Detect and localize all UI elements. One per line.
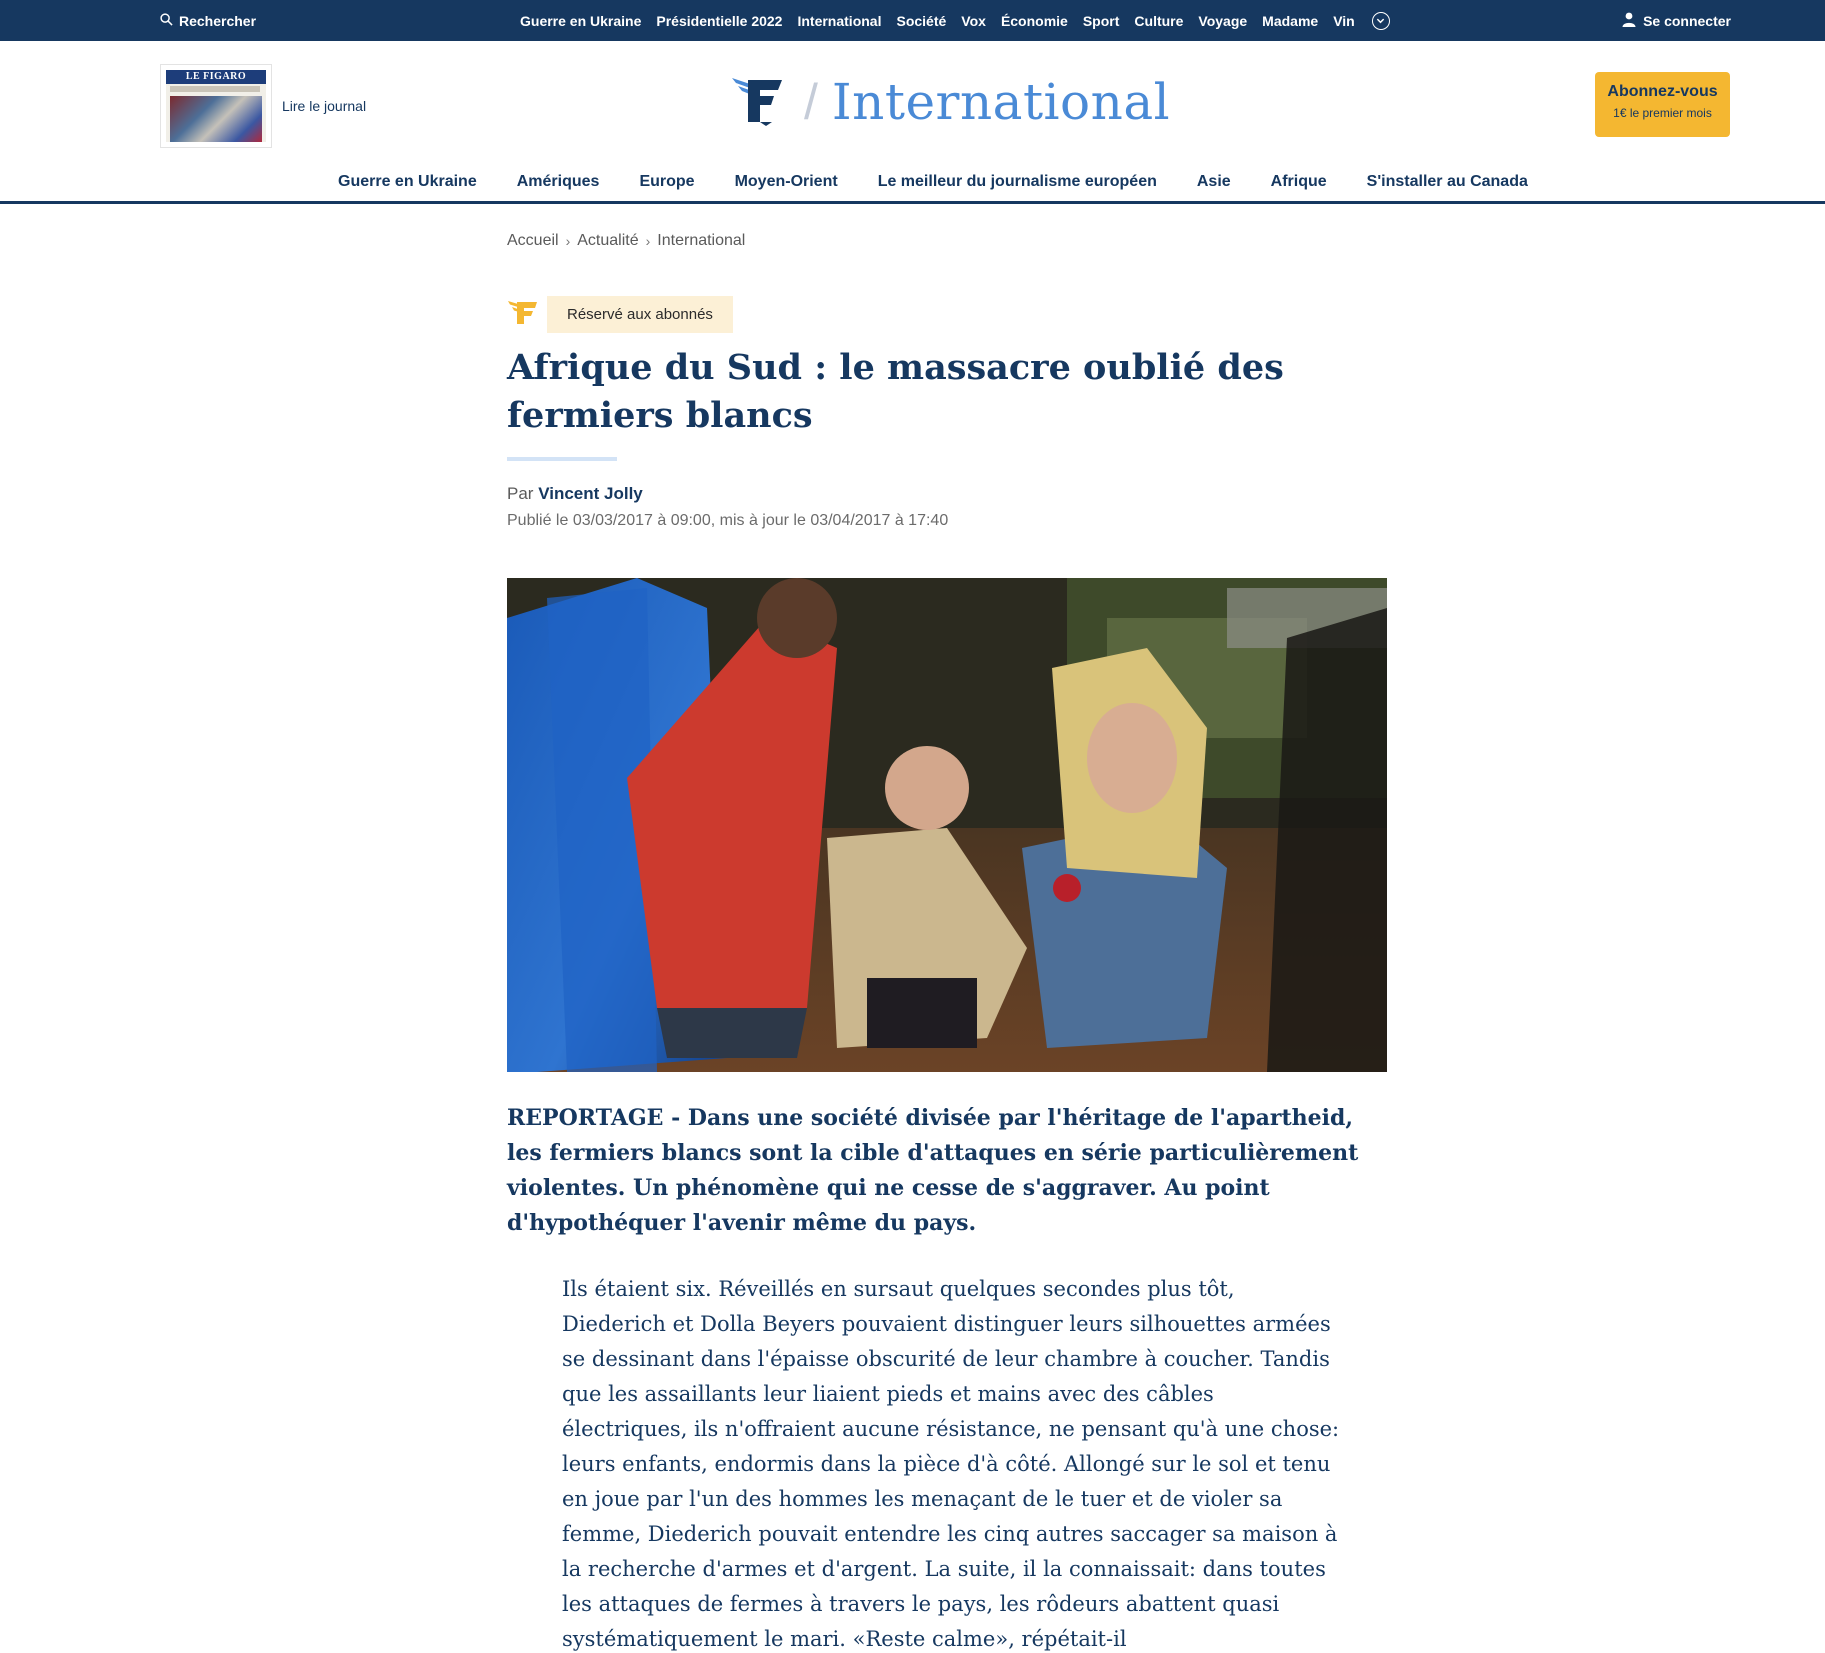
top-bar <box>0 0 1825 41</box>
top-nav-item[interactable]: Sport <box>1082 12 1120 29</box>
breadcrumb-home[interactable]: Accueil <box>507 232 559 249</box>
figaro-logo-icon <box>730 74 786 131</box>
byline <box>507 484 643 504</box>
top-nav-item[interactable]: Guerre en Ukraine <box>520 12 642 29</box>
breadcrumb-international[interactable]: International <box>657 232 746 249</box>
search-button[interactable] <box>160 0 256 41</box>
section-nav-item[interactable]: Amériques <box>516 173 600 190</box>
chevron-right-icon: › <box>645 233 651 249</box>
article-lead: REPORTAGE - Dans une société divisée par l'héritage de l'apartheid, les fermiers blancs sont la cible d'attaques en série particulièrement violentes. Un phénomène qui ne cesse de s'aggraver. Au point d'hypothéquer l'avenir même du pays. <box>507 1105 1359 1236</box>
top-nav-item[interactable]: Société <box>896 12 947 29</box>
article-body: Ils étaient six. Réveillés en sursaut quelques secondes plus tôt, Diederich et Dolla Beyers pouvaient distinguer leurs silhouettes armées se dessinant dans l'épaisse obscurité de leur chambre à coucher. Tandis que les assaillants leur liaient pieds et mains avec des câbles électriques, ils n'offraient aucune résistance, ne pensant qu'à une chose: leurs enfants, endormis dans la pièce d'à côté. Allongé sur le sol et tenu en joue par l'un des hommes les menaçant de le tuer et de violer sa femme, Diederich pouvait entendre les cinq autres saccager sa maison à la recherche d'armes et d'argent. La suite, il la connaissait: dans toutes les attaques de fermes à travers le pays, les rôdeurs abattent quasi systématiquement le mari. «Reste calme», répétait-il <box>562 1277 1340 1651</box>
chevron-down-icon[interactable] <box>1372 12 1390 30</box>
top-nav-item[interactable]: International <box>797 12 882 29</box>
site-header <box>0 41 1825 163</box>
premium-icon <box>507 298 547 331</box>
author-link[interactable]: Vincent Jolly <box>538 484 643 503</box>
top-nav-item[interactable]: Vin <box>1333 12 1355 29</box>
journal-label: Lire le journal <box>282 98 367 114</box>
title-divider <box>507 457 617 461</box>
read-journal-link[interactable] <box>160 64 366 148</box>
login-label: Se connecter <box>1643 12 1731 29</box>
section-nav-item[interactable]: S'installer au Canada <box>1366 173 1528 190</box>
byline-prefix: Par <box>507 484 534 503</box>
chevron-right-icon: › <box>565 233 571 249</box>
top-nav-item[interactable]: Vox <box>961 12 986 29</box>
top-nav-item[interactable]: Économie <box>1000 12 1068 29</box>
top-nav-item[interactable]: Présidentielle 2022 <box>656 12 783 29</box>
top-nav <box>520 0 1390 41</box>
journal-cover <box>160 64 272 148</box>
section-nav-item[interactable]: Asie <box>1196 173 1231 190</box>
section-nav-item[interactable]: Le meilleur du journalisme européen <box>877 173 1157 190</box>
premium-tag: Réservé aux abonnés <box>547 296 733 333</box>
journal-masthead: LE FIGARO <box>166 70 266 84</box>
top-nav-item[interactable]: Voyage <box>1198 12 1248 29</box>
top-nav-item[interactable]: Madame <box>1262 12 1319 29</box>
search-icon <box>160 13 173 29</box>
section-nav-item[interactable]: Moyen-Orient <box>734 173 838 190</box>
article-title: Afrique du Sud : le massacre oublié des fermiers blancs <box>507 347 1284 436</box>
journal-cover-photo <box>170 96 262 142</box>
section-nav-item[interactable]: Europe <box>639 173 695 190</box>
premium-badge <box>507 296 733 333</box>
hero-image[interactable] <box>507 578 1387 1072</box>
search-label: Rechercher <box>179 12 257 29</box>
breadcrumb-actualite[interactable]: Actualité <box>577 232 639 249</box>
section-nav <box>0 163 1825 204</box>
brand-logo[interactable]: / International <box>730 73 1170 131</box>
section-nav-item[interactable]: Guerre en Ukraine <box>338 173 477 190</box>
breadcrumb <box>507 232 745 250</box>
publish-dates: Publié le 03/03/2017 à 09:00, mis à jour le 03/04/2017 à 17:40 <box>507 512 949 529</box>
subscribe-label: Abonnez-vous <box>1607 83 1718 100</box>
user-icon <box>1622 12 1636 30</box>
rubrique-title: International <box>831 73 1171 131</box>
section-nav-item[interactable]: Afrique <box>1270 173 1327 190</box>
subscribe-button[interactable] <box>1595 72 1730 137</box>
hero-photo <box>507 578 1387 1072</box>
login-button[interactable] <box>1622 0 1731 41</box>
subscribe-offer: 1€ le premier mois <box>1613 106 1712 120</box>
top-nav-item[interactable]: Culture <box>1134 12 1184 29</box>
